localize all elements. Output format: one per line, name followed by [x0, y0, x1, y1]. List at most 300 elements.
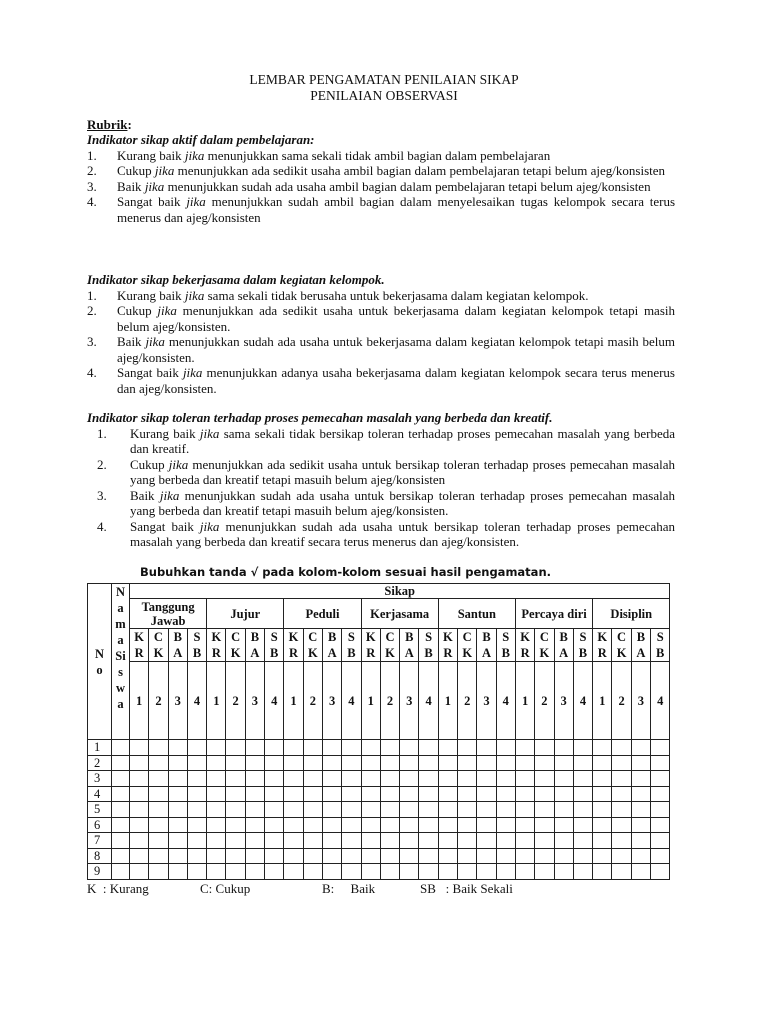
check-cell[interactable]: [554, 833, 573, 849]
check-cell[interactable]: [322, 817, 341, 833]
check-cell[interactable]: [226, 740, 245, 756]
check-cell[interactable]: [342, 833, 361, 849]
check-cell[interactable]: [226, 755, 245, 771]
check-cell[interactable]: [612, 848, 631, 864]
check-cell[interactable]: [554, 817, 573, 833]
student-name-cell[interactable]: [112, 802, 130, 818]
check-cell[interactable]: [168, 771, 187, 787]
check-cell[interactable]: [515, 817, 534, 833]
legend-item: [322, 881, 375, 897]
check-cell[interactable]: [496, 833, 515, 849]
check-cell[interactable]: [265, 817, 284, 833]
check-cell[interactable]: [400, 864, 419, 880]
score-header: 1: [284, 662, 303, 740]
check-cell[interactable]: [130, 817, 149, 833]
item-jika: jika: [186, 194, 206, 209]
check-cell[interactable]: [554, 771, 573, 787]
check-cell[interactable]: [573, 740, 592, 756]
student-name-cell[interactable]: [112, 740, 130, 756]
check-cell[interactable]: [380, 786, 399, 802]
check-cell[interactable]: [245, 817, 264, 833]
check-cell[interactable]: [265, 833, 284, 849]
check-cell[interactable]: [496, 740, 515, 756]
check-cell[interactable]: [612, 740, 631, 756]
check-cell[interactable]: [207, 848, 226, 864]
check-cell[interactable]: [130, 802, 149, 818]
check-cell[interactable]: [419, 864, 438, 880]
score-header: 4: [187, 662, 206, 740]
student-name-cell[interactable]: [112, 755, 130, 771]
check-cell[interactable]: [380, 755, 399, 771]
check-cell[interactable]: [187, 833, 206, 849]
check-cell[interactable]: [593, 848, 612, 864]
check-cell[interactable]: [322, 771, 341, 787]
check-cell[interactable]: [651, 786, 670, 802]
check-cell[interactable]: [226, 802, 245, 818]
check-cell[interactable]: [554, 864, 573, 880]
check-cell[interactable]: [631, 848, 650, 864]
check-cell[interactable]: [361, 817, 380, 833]
check-cell[interactable]: [187, 771, 206, 787]
check-cell[interactable]: [535, 817, 554, 833]
item-jika: jika: [159, 487, 180, 503]
check-cell[interactable]: [342, 802, 361, 818]
check-cell[interactable]: [612, 755, 631, 771]
check-cell[interactable]: [168, 817, 187, 833]
score-header: 4: [419, 662, 438, 740]
student-name-cell[interactable]: [112, 771, 130, 787]
check-cell[interactable]: [361, 848, 380, 864]
check-cell[interactable]: [554, 740, 573, 756]
check-cell[interactable]: [631, 802, 650, 818]
student-name-cell[interactable]: [112, 817, 130, 833]
check-cell[interactable]: [419, 786, 438, 802]
check-cell[interactable]: [265, 740, 284, 756]
check-cell[interactable]: [265, 771, 284, 787]
check-cell[interactable]: [245, 802, 264, 818]
check-cell[interactable]: [303, 833, 322, 849]
check-cell[interactable]: [477, 848, 496, 864]
item-text-post: menunjukkan sama sekali tidak ambil bagian dalam pembelajaran: [204, 147, 551, 163]
check-cell[interactable]: [284, 771, 303, 787]
check-cell[interactable]: [380, 864, 399, 880]
check-cell[interactable]: [535, 786, 554, 802]
sublabel-text: BA: [404, 630, 414, 660]
check-cell[interactable]: [380, 802, 399, 818]
check-cell[interactable]: [400, 802, 419, 818]
score-header: 1: [438, 662, 457, 740]
check-cell[interactable]: [361, 740, 380, 756]
check-cell[interactable]: [535, 833, 554, 849]
check-cell[interactable]: [130, 833, 149, 849]
check-cell[interactable]: [226, 864, 245, 880]
check-cell[interactable]: [380, 848, 399, 864]
check-cell[interactable]: [651, 755, 670, 771]
check-cell[interactable]: [651, 833, 670, 849]
check-cell[interactable]: [515, 848, 534, 864]
check-cell[interactable]: [149, 817, 168, 833]
item-number: 3.: [87, 178, 97, 194]
check-cell[interactable]: [612, 817, 631, 833]
sublabel-text: CK: [385, 630, 395, 660]
check-cell[interactable]: [400, 771, 419, 787]
check-cell[interactable]: [651, 864, 670, 880]
check-cell[interactable]: [342, 771, 361, 787]
check-cell[interactable]: [265, 755, 284, 771]
sublabel-text: SB: [656, 630, 665, 660]
check-cell[interactable]: [631, 786, 650, 802]
check-cell[interactable]: [284, 833, 303, 849]
check-cell[interactable]: [245, 740, 264, 756]
check-cell[interactable]: [303, 786, 322, 802]
check-cell[interactable]: [496, 755, 515, 771]
check-cell[interactable]: [554, 848, 573, 864]
check-cell[interactable]: [419, 755, 438, 771]
check-cell[interactable]: [458, 848, 477, 864]
check-cell[interactable]: [168, 755, 187, 771]
check-cell[interactable]: [477, 817, 496, 833]
check-cell[interactable]: [207, 771, 226, 787]
check-cell[interactable]: [554, 802, 573, 818]
check-cell[interactable]: [458, 755, 477, 771]
check-cell[interactable]: [515, 755, 534, 771]
check-cell[interactable]: [458, 817, 477, 833]
sublabel-header: [130, 629, 149, 662]
check-cell[interactable]: [284, 802, 303, 818]
check-cell[interactable]: [612, 833, 631, 849]
check-cell[interactable]: [631, 771, 650, 787]
check-cell[interactable]: [400, 755, 419, 771]
check-cell[interactable]: [361, 755, 380, 771]
check-cell[interactable]: [554, 786, 573, 802]
check-cell[interactable]: [496, 864, 515, 880]
check-cell[interactable]: [130, 740, 149, 756]
check-cell[interactable]: [226, 786, 245, 802]
check-cell[interactable]: [515, 802, 534, 818]
check-cell[interactable]: [651, 771, 670, 787]
check-cell[interactable]: [477, 755, 496, 771]
sublabel-header: [631, 629, 650, 662]
rubric-item: [87, 365, 675, 396]
check-cell[interactable]: [361, 802, 380, 818]
check-cell[interactable]: [149, 786, 168, 802]
check-cell[interactable]: [303, 740, 322, 756]
check-cell[interactable]: [593, 864, 612, 880]
check-cell[interactable]: [207, 740, 226, 756]
check-cell[interactable]: [496, 771, 515, 787]
sublabel-text: KR: [211, 630, 222, 660]
check-cell[interactable]: [612, 771, 631, 787]
check-cell[interactable]: [149, 755, 168, 771]
item-text-pre: Kurang baik: [130, 425, 200, 441]
no-header-text: No: [94, 646, 105, 677]
check-cell[interactable]: [573, 817, 592, 833]
check-cell[interactable]: [303, 755, 322, 771]
check-cell[interactable]: [438, 817, 457, 833]
check-cell[interactable]: [322, 848, 341, 864]
check-cell[interactable]: [380, 833, 399, 849]
check-cell[interactable]: [554, 755, 573, 771]
check-cell[interactable]: [322, 755, 341, 771]
check-cell[interactable]: [651, 848, 670, 864]
check-cell[interactable]: [438, 864, 457, 880]
check-cell[interactable]: [130, 771, 149, 787]
check-cell[interactable]: [149, 771, 168, 787]
check-cell[interactable]: [631, 833, 650, 849]
check-cell[interactable]: [168, 848, 187, 864]
check-cell[interactable]: [149, 740, 168, 756]
check-cell[interactable]: [458, 740, 477, 756]
sublabel-text: BA: [327, 630, 337, 660]
section-heading: Indikator sikap toleran terhadap proses pemecahan masalah yang berbeda dan kreatif.: [87, 410, 553, 425]
check-cell[interactable]: [361, 864, 380, 880]
score-header: 1: [593, 662, 612, 740]
sikap-header: Sikap: [130, 584, 670, 599]
check-cell[interactable]: [593, 755, 612, 771]
check-cell[interactable]: [496, 817, 515, 833]
check-cell[interactable]: [168, 864, 187, 880]
check-cell[interactable]: [593, 786, 612, 802]
check-cell[interactable]: [187, 755, 206, 771]
rubric-item: [87, 148, 675, 164]
check-cell[interactable]: [573, 771, 592, 787]
student-name-cell[interactable]: [112, 786, 130, 802]
legend-code: K: [87, 881, 97, 896]
check-cell[interactable]: [303, 771, 322, 787]
check-cell[interactable]: [245, 755, 264, 771]
item-text-pre: Baik: [117, 178, 145, 194]
check-cell[interactable]: [187, 802, 206, 818]
check-cell[interactable]: [515, 740, 534, 756]
check-cell[interactable]: [380, 817, 399, 833]
check-cell[interactable]: [303, 848, 322, 864]
score-header: 2: [535, 662, 554, 740]
check-cell[interactable]: [207, 833, 226, 849]
check-cell[interactable]: [380, 771, 399, 787]
check-cell[interactable]: [496, 848, 515, 864]
check-cell[interactable]: [130, 755, 149, 771]
check-cell[interactable]: [361, 786, 380, 802]
check-cell[interactable]: [438, 786, 457, 802]
check-cell[interactable]: [361, 833, 380, 849]
check-cell[interactable]: [400, 786, 419, 802]
check-cell[interactable]: [342, 864, 361, 880]
check-cell[interactable]: [245, 864, 264, 880]
check-cell[interactable]: [187, 786, 206, 802]
check-cell[interactable]: [593, 817, 612, 833]
check-cell[interactable]: [419, 833, 438, 849]
check-cell[interactable]: [458, 864, 477, 880]
check-cell[interactable]: [419, 817, 438, 833]
check-cell[interactable]: [612, 802, 631, 818]
check-cell[interactable]: [438, 740, 457, 756]
check-cell[interactable]: [322, 740, 341, 756]
check-cell[interactable]: [573, 786, 592, 802]
check-cell[interactable]: [342, 848, 361, 864]
check-cell[interactable]: [207, 864, 226, 880]
check-cell[interactable]: [322, 802, 341, 818]
check-cell[interactable]: [207, 817, 226, 833]
check-cell[interactable]: [284, 817, 303, 833]
check-cell[interactable]: [149, 802, 168, 818]
check-cell[interactable]: [535, 864, 554, 880]
sublabel-header: [515, 629, 534, 662]
check-cell[interactable]: [149, 848, 168, 864]
check-cell[interactable]: [265, 802, 284, 818]
section-aktif: [87, 132, 675, 225]
check-cell[interactable]: [265, 864, 284, 880]
check-cell[interactable]: [226, 848, 245, 864]
check-cell[interactable]: [477, 771, 496, 787]
check-cell[interactable]: [573, 848, 592, 864]
check-cell[interactable]: [265, 848, 284, 864]
check-cell[interactable]: [284, 740, 303, 756]
check-cell[interactable]: [573, 755, 592, 771]
score-header: 4: [496, 662, 515, 740]
sublabel-header: [322, 629, 341, 662]
check-cell[interactable]: [130, 848, 149, 864]
check-cell[interactable]: [322, 833, 341, 849]
check-cell[interactable]: [651, 740, 670, 756]
check-cell[interactable]: [303, 802, 322, 818]
check-cell[interactable]: [612, 864, 631, 880]
check-cell[interactable]: [477, 786, 496, 802]
check-cell[interactable]: [515, 833, 534, 849]
check-cell[interactable]: [515, 786, 534, 802]
legend-label: Cukup: [215, 881, 251, 896]
check-cell[interactable]: [573, 833, 592, 849]
check-cell[interactable]: [265, 786, 284, 802]
check-cell[interactable]: [245, 786, 264, 802]
check-cell[interactable]: [245, 848, 264, 864]
rubrik-colon: :: [127, 117, 132, 132]
check-cell[interactable]: [458, 833, 477, 849]
check-cell[interactable]: [573, 864, 592, 880]
check-cell[interactable]: [245, 833, 264, 849]
check-cell[interactable]: [168, 802, 187, 818]
check-cell[interactable]: [477, 802, 496, 818]
score-header: 2: [458, 662, 477, 740]
check-cell[interactable]: [515, 864, 534, 880]
check-cell[interactable]: [593, 740, 612, 756]
check-cell[interactable]: [438, 848, 457, 864]
check-cell[interactable]: [342, 786, 361, 802]
check-cell[interactable]: [187, 740, 206, 756]
student-name-cell[interactable]: [112, 864, 130, 880]
check-cell[interactable]: [187, 817, 206, 833]
check-cell[interactable]: [284, 786, 303, 802]
score-header: 4: [651, 662, 670, 740]
check-cell[interactable]: [342, 740, 361, 756]
check-cell[interactable]: [400, 817, 419, 833]
check-cell[interactable]: [226, 771, 245, 787]
student-name-cell[interactable]: [112, 833, 130, 849]
check-cell[interactable]: [187, 864, 206, 880]
check-cell[interactable]: [593, 771, 612, 787]
check-cell[interactable]: [535, 755, 554, 771]
check-cell[interactable]: [477, 833, 496, 849]
check-cell[interactable]: [515, 771, 534, 787]
check-cell[interactable]: [651, 817, 670, 833]
check-cell[interactable]: [168, 833, 187, 849]
score-header: 2: [303, 662, 322, 740]
check-cell[interactable]: [458, 771, 477, 787]
check-cell[interactable]: [438, 771, 457, 787]
check-cell[interactable]: [130, 786, 149, 802]
check-cell[interactable]: [496, 802, 515, 818]
check-cell[interactable]: [477, 864, 496, 880]
check-cell[interactable]: [631, 740, 650, 756]
check-cell[interactable]: [149, 833, 168, 849]
check-cell[interactable]: [593, 833, 612, 849]
check-cell[interactable]: [477, 740, 496, 756]
check-cell[interactable]: [419, 740, 438, 756]
check-cell[interactable]: [284, 864, 303, 880]
check-cell[interactable]: [535, 802, 554, 818]
check-cell[interactable]: [322, 786, 341, 802]
check-cell[interactable]: [207, 786, 226, 802]
check-cell[interactable]: [168, 740, 187, 756]
check-cell[interactable]: [168, 786, 187, 802]
check-cell[interactable]: [361, 771, 380, 787]
student-name-cell[interactable]: [112, 848, 130, 864]
group-header: Santun: [438, 599, 515, 629]
check-cell[interactable]: [573, 802, 592, 818]
check-cell[interactable]: [458, 786, 477, 802]
check-cell[interactable]: [651, 802, 670, 818]
check-cell[interactable]: [380, 740, 399, 756]
check-cell[interactable]: [226, 833, 245, 849]
check-cell[interactable]: [207, 755, 226, 771]
check-cell[interactable]: [226, 817, 245, 833]
check-cell[interactable]: [284, 755, 303, 771]
check-cell[interactable]: [303, 817, 322, 833]
check-cell[interactable]: [342, 755, 361, 771]
check-cell[interactable]: [496, 786, 515, 802]
check-cell[interactable]: [400, 848, 419, 864]
check-cell[interactable]: [130, 864, 149, 880]
item-jika: jika: [144, 178, 165, 194]
check-cell[interactable]: [342, 817, 361, 833]
check-cell[interactable]: [535, 740, 554, 756]
check-cell[interactable]: [245, 771, 264, 787]
check-cell[interactable]: [631, 817, 650, 833]
check-cell[interactable]: [438, 833, 457, 849]
check-cell[interactable]: [400, 740, 419, 756]
check-cell[interactable]: [438, 802, 457, 818]
check-cell[interactable]: [187, 848, 206, 864]
check-cell[interactable]: [400, 833, 419, 849]
check-cell[interactable]: [535, 848, 554, 864]
check-cell[interactable]: [631, 755, 650, 771]
check-cell[interactable]: [612, 786, 631, 802]
sublabel-text: SB: [578, 630, 588, 660]
check-cell[interactable]: [303, 864, 322, 880]
check-cell[interactable]: [458, 802, 477, 818]
check-cell[interactable]: [419, 848, 438, 864]
check-cell[interactable]: [419, 802, 438, 818]
check-cell[interactable]: [593, 802, 612, 818]
check-cell[interactable]: [207, 802, 226, 818]
score-header: 2: [612, 662, 631, 740]
check-cell[interactable]: [438, 755, 457, 771]
check-cell[interactable]: [631, 864, 650, 880]
check-cell[interactable]: [419, 771, 438, 787]
check-cell[interactable]: [149, 864, 168, 880]
check-cell[interactable]: [535, 771, 554, 787]
check-cell[interactable]: [284, 848, 303, 864]
check-cell[interactable]: [322, 864, 341, 880]
